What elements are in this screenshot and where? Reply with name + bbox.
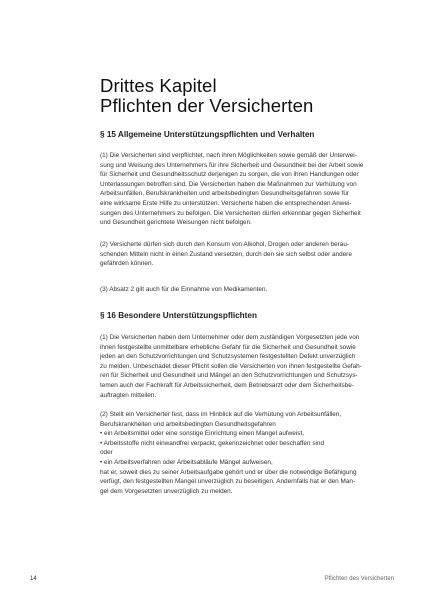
text-line: und Gesundheit gerichtete Weisungen nicht befolgen. (100, 219, 252, 227)
text-line: jeden an den Schutzvorrichtungen und Schutzsystemen festgestellten Defekt unverzüglich (100, 353, 356, 361)
bullet-item: • ein Arbeitsmittel oder eine sonstige Einrichtung einen Mangel aufweist, (100, 430, 305, 438)
text-line: oder (100, 449, 113, 457)
chapter-title-line-1: Drittes Kapitel (100, 75, 217, 96)
page-number: 14 (30, 576, 37, 582)
text-line: verfügt, den festgestellten Mangel unverzüglich zu beseitigen. Andernfalls hat er den Man- (100, 478, 356, 486)
text-line: Berufskrankheiten und arbeitsbedingten Gesundheitsgefahren (100, 420, 276, 428)
text-line: (3) Absatz 2 gilt auch für die Einnahme von Medikamenten. (100, 286, 268, 293)
text-line: gel dem Vorgesetzten unverzüglich zu melden. (100, 487, 233, 495)
section-16-paragraph-2 (100, 410, 400, 496)
section-15-paragraph-1 (100, 151, 400, 228)
text-line: sung und Weisung des Unternehmers für ihre Sicherheit und Gesundheit bei der Arbeit sowie (100, 161, 364, 169)
running-title: Pflichten des Versicherten (324, 576, 394, 582)
text-line: Arbeitsunfällen, Berufskrankheiten und arbeitsbedingten Gesundheitsgefahren sowie für (100, 190, 350, 198)
text-line: ihnen festgestellte unmittelbare erhebliche Gefahr für die Sicherheit und Gesundheit sowie (100, 343, 356, 351)
text-line: (1) Die Versicherten haben dem Unternehmer oder dem zuständigen Vorgesetzten jede von (100, 334, 360, 341)
text-line: hat er, soweit dies zu seiner Arbeitsaufgabe gehört und er über die notwendige Befähigung (100, 468, 357, 476)
chapter-title-line-2: Pflichten der Versicherten (100, 95, 314, 116)
bullet-item: • Arbeitsstoffe nicht einwandfrei verpackt, gekennzeichnet oder beschaffen sind (100, 439, 325, 447)
text-line: gefährden können. (100, 260, 154, 268)
section-16-heading: § 16 Besondere Unterstützungspflichten (100, 311, 257, 320)
text-line: sungen des Unternehmers zu befolgen. Die Versicherten dürfen erkennbar gegen Sicherheit (100, 209, 361, 217)
text-line: ren für Sicherheit und Gesundheit und Mängel an den Schutzvorrichtungen und Schutzsys- (100, 372, 358, 380)
text-line: für Sicherheit und Gesundheitsschutz derjenigen zu sorgen, die von ihren Handlungen oder (100, 171, 359, 179)
text-line: auftragten mitteilen. (100, 391, 157, 399)
section-15-paragraph-2 (100, 240, 400, 269)
text-line: zu melden. Unbeschadet dieser Pflicht sollen die Versicherten von ihnen festgestellte Gefah- (100, 362, 362, 370)
text-line: (1) Die Versicherten sind verpflichtet, nach ihren Möglichkeiten sowie gemäß der Unterwei- (100, 152, 357, 159)
text-line: temen auch der Fachkraft für Arbeitssicherheit, dem Betriebsarzt oder dem Sicherheitsbe- (100, 381, 354, 389)
section-15-heading: § 15 Allgemeine Unterstützungspflichten und Verhalten (100, 130, 315, 139)
text-line: schenden Mitteln nicht in einen Zustand versetzen, durch den sie sich selbst oder andere (100, 250, 352, 258)
chapter-title (100, 76, 400, 116)
section-16-paragraph-1 (100, 333, 400, 400)
bullet-item: • ein Arbeitsverfahren oder Arbeitsabläufe Mängel aufweisen, (100, 458, 273, 466)
section-15-paragraph-3 (100, 285, 400, 295)
text-line: (2) Versicherte dürfen sich durch den Konsum von Alkohol, Drogen oder anderen berau- (100, 241, 350, 248)
text-line: eine wirksame Erste Hilfe zu unterstützen. Versicherte haben die entsprechenden Anwei- (100, 199, 352, 207)
text-line: Unterlassungen betroffen sind. Die Versicherten haben die Maßnahmen zur Verhütung von (100, 180, 357, 188)
text-line: (2) Stellt ein Versicherter fest, dass im Hinblick auf die Verhütung von Arbeitsunfällen, (100, 411, 342, 418)
